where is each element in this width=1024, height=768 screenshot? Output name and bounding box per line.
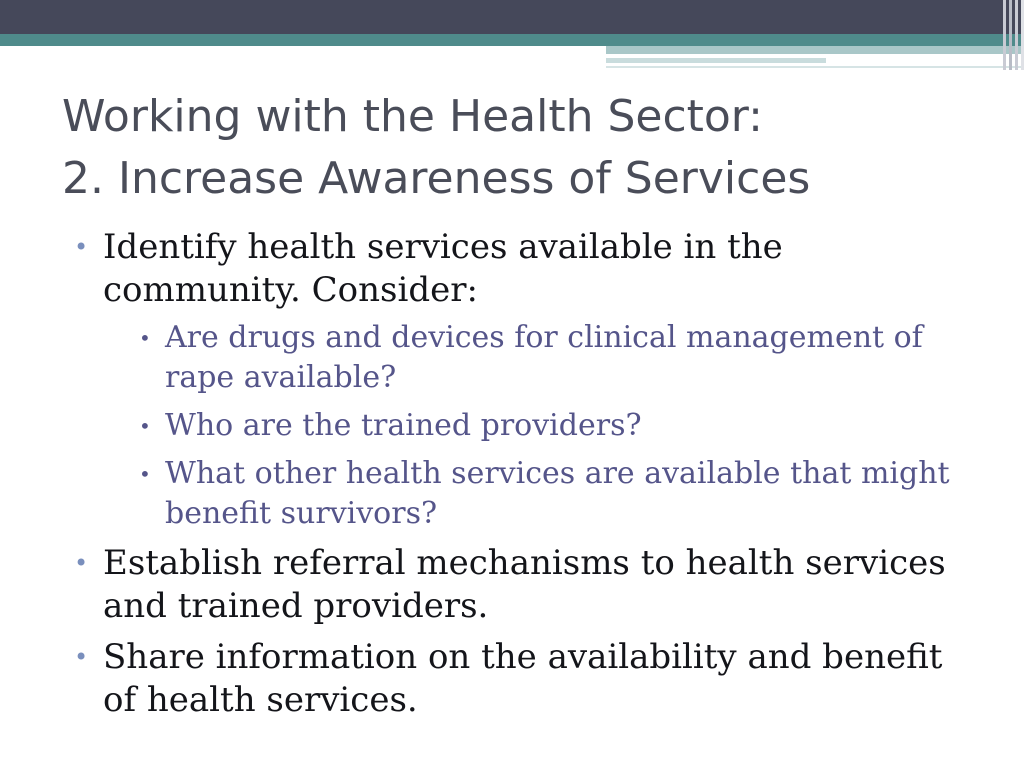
- header-band-teal: [0, 34, 1024, 46]
- sub-bullet-icon: •: [139, 462, 151, 486]
- bullet-text: Identify health services available in the community. Consider:: [103, 227, 783, 310]
- sub-bullet-icon: •: [139, 326, 151, 350]
- sub-bullet-text: Are drugs and devices for clinical management of rape available?: [165, 320, 923, 395]
- header-accent-line: [606, 66, 1024, 68]
- bullet-icon: •: [74, 549, 89, 577]
- sub-bullet-text: What other health services are available that might benefit survivors?: [165, 456, 950, 531]
- stripe: [1003, 0, 1006, 70]
- slide-title-line-1: Working with the Health Sector:: [62, 91, 763, 142]
- bullet-list: [72, 226, 982, 722]
- slide-title: [62, 86, 962, 210]
- sub-bullet-text: Who are the trained providers?: [165, 408, 642, 443]
- sub-bullet-item: [103, 318, 982, 398]
- header-band-light: [606, 46, 1024, 54]
- header-corner-stripes: [994, 0, 1024, 70]
- bullet-item: [72, 542, 982, 628]
- bullet-text: Establish referral mechanisms to health services and trained providers.: [103, 543, 946, 626]
- bullet-text: Share information on the availability and benefit of health services.: [103, 637, 943, 720]
- sub-bullet-icon: •: [139, 414, 151, 438]
- bullet-icon: •: [74, 643, 89, 671]
- bullet-icon: •: [74, 233, 89, 261]
- slide-title-line-2: 2. Increase Awareness of Services: [62, 153, 811, 204]
- header-band-light-secondary: [606, 58, 826, 63]
- header-band-dark: [0, 0, 1024, 34]
- sub-bullet-item: [103, 406, 982, 446]
- bullet-item: [72, 226, 982, 534]
- bullet-item: [72, 636, 982, 722]
- stripe: [1015, 0, 1018, 70]
- sub-bullet-list: [103, 318, 982, 534]
- sub-bullet-item: [103, 454, 982, 534]
- slide-body: [72, 226, 982, 730]
- stripe: [1009, 0, 1012, 70]
